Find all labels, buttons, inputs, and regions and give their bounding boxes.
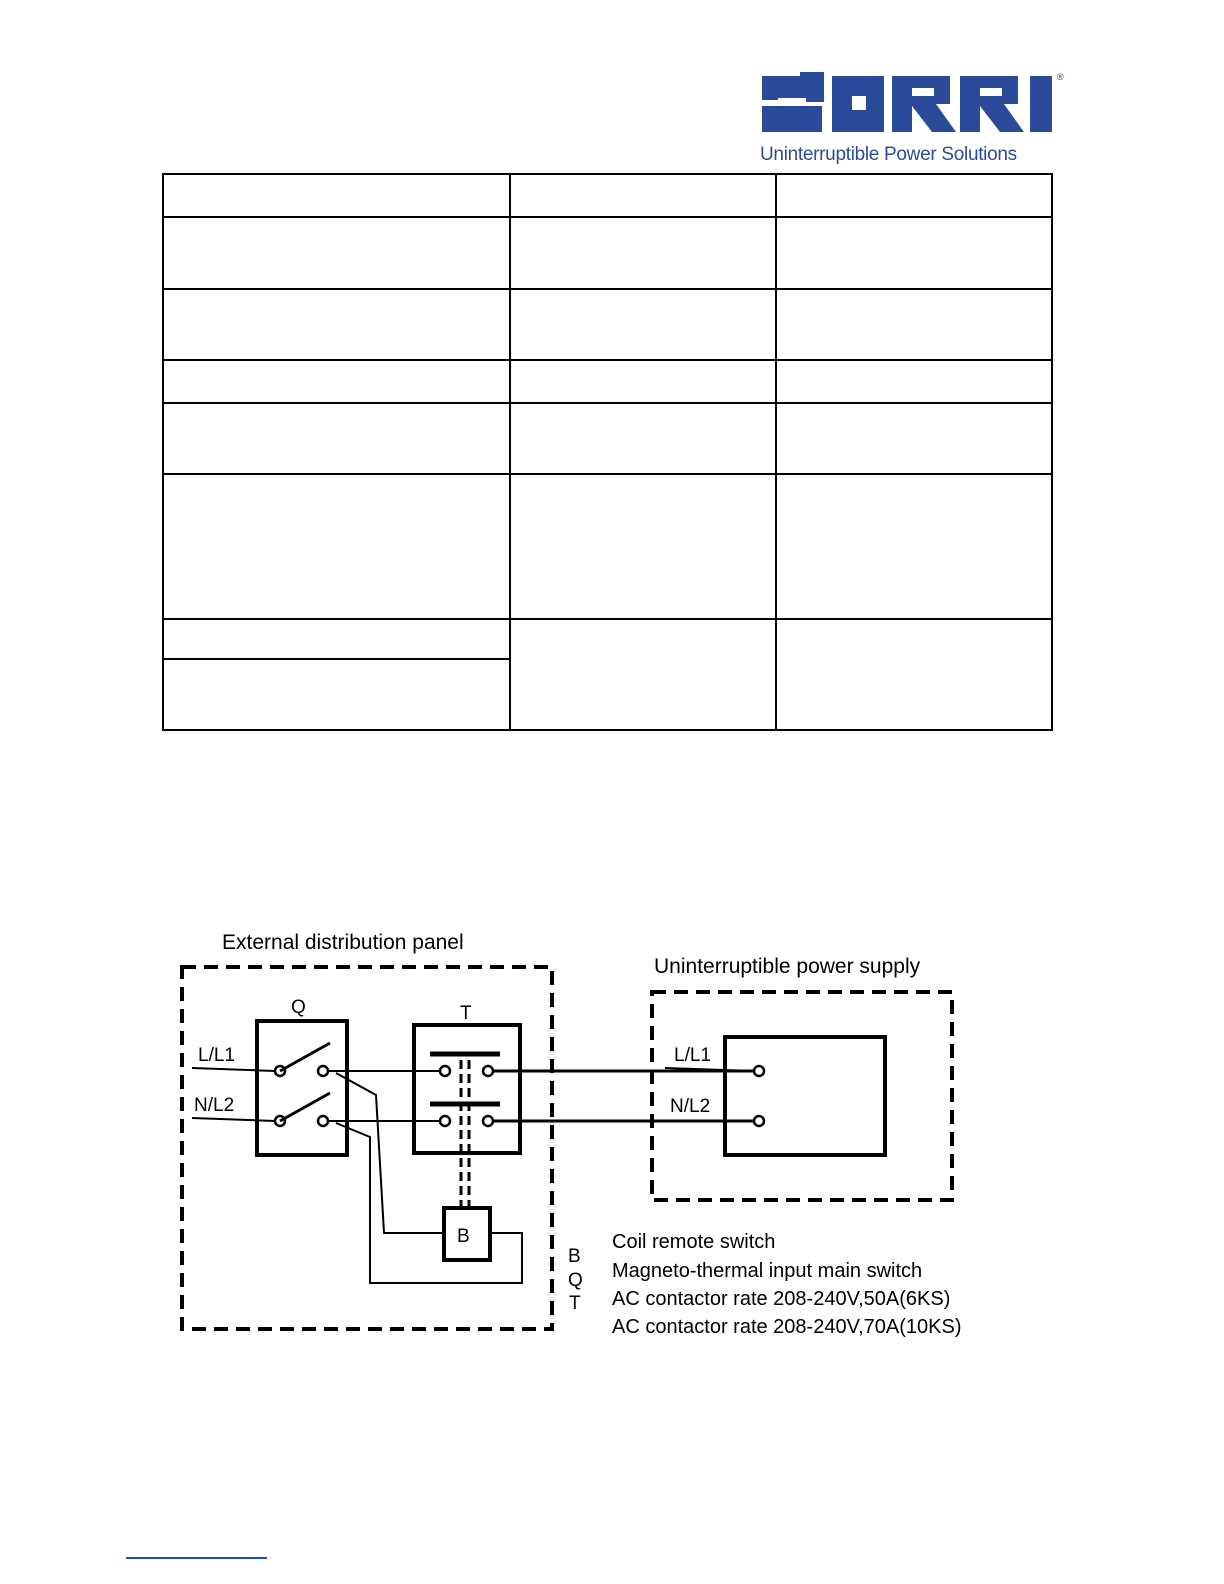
line2-label: N/L2 <box>194 1095 235 1116</box>
legend-item: Coil remote switch <box>612 1231 776 1253</box>
table-row <box>163 360 1052 403</box>
registered-mark: ® <box>1057 72 1064 82</box>
legend-letter: Q <box>568 1270 583 1291</box>
brand-logo <box>760 70 1070 170</box>
wiring-diagram-svg <box>170 915 1050 1355</box>
table-row <box>163 174 1052 217</box>
table-cell <box>163 289 510 360</box>
legend-letters <box>568 1246 583 1314</box>
table-cell <box>776 474 1052 619</box>
contactor-t-box <box>414 1025 520 1153</box>
table-cell <box>776 619 1052 730</box>
switch-q-box <box>257 1021 347 1155</box>
legend-item: Magneto-thermal input main switch <box>612 1260 923 1282</box>
table-cell <box>163 403 510 474</box>
table-cell <box>510 474 776 619</box>
panel-title: External distribution panel <box>222 931 464 954</box>
borri-logo-icon <box>760 70 1070 142</box>
legend-letter: T <box>569 1293 581 1314</box>
brand-tagline: Uninterruptible Power Solutions <box>760 144 1017 165</box>
table-row <box>163 403 1052 474</box>
switch-q-label: Q <box>291 997 306 1018</box>
table-cell <box>776 360 1052 403</box>
ups-terminal-box <box>725 1037 885 1155</box>
table-cell <box>510 360 776 403</box>
line1-label: L/L1 <box>198 1045 235 1066</box>
table-row <box>163 619 1052 659</box>
table-cell <box>510 217 776 289</box>
panel-boundary <box>182 967 552 1329</box>
table-row <box>163 217 1052 289</box>
table-row <box>163 289 1052 360</box>
ups-line1-label: L/L1 <box>674 1045 711 1066</box>
table-cell <box>163 474 510 619</box>
ups-title: Uninterruptible power supply <box>654 955 921 978</box>
table-cell <box>776 289 1052 360</box>
table-cell <box>510 289 776 360</box>
table-cell <box>776 403 1052 474</box>
table-cell <box>776 174 1052 217</box>
wiring-diagram <box>170 915 1050 1360</box>
legend-item: AC contactor rate 208-240V,50A(6KS) <box>612 1288 951 1310</box>
table-cell <box>163 360 510 403</box>
legend-letter: B <box>568 1246 581 1267</box>
table-cell <box>163 619 510 659</box>
table-cell <box>163 659 510 730</box>
table-cell <box>510 403 776 474</box>
footer-rule <box>126 1557 267 1559</box>
table-row <box>163 474 1052 619</box>
table-cell <box>776 217 1052 289</box>
spec-table <box>162 173 1053 731</box>
table-cell <box>510 174 776 217</box>
coil-b-label: B <box>457 1226 470 1247</box>
legend-item: AC contactor rate 208-240V,70A(10KS) <box>612 1316 962 1338</box>
table-cell <box>163 217 510 289</box>
contactor-t-label: T <box>460 1003 472 1024</box>
table-cell <box>163 174 510 217</box>
table-cell <box>510 619 776 730</box>
ups-line2-label: N/L2 <box>670 1096 711 1117</box>
